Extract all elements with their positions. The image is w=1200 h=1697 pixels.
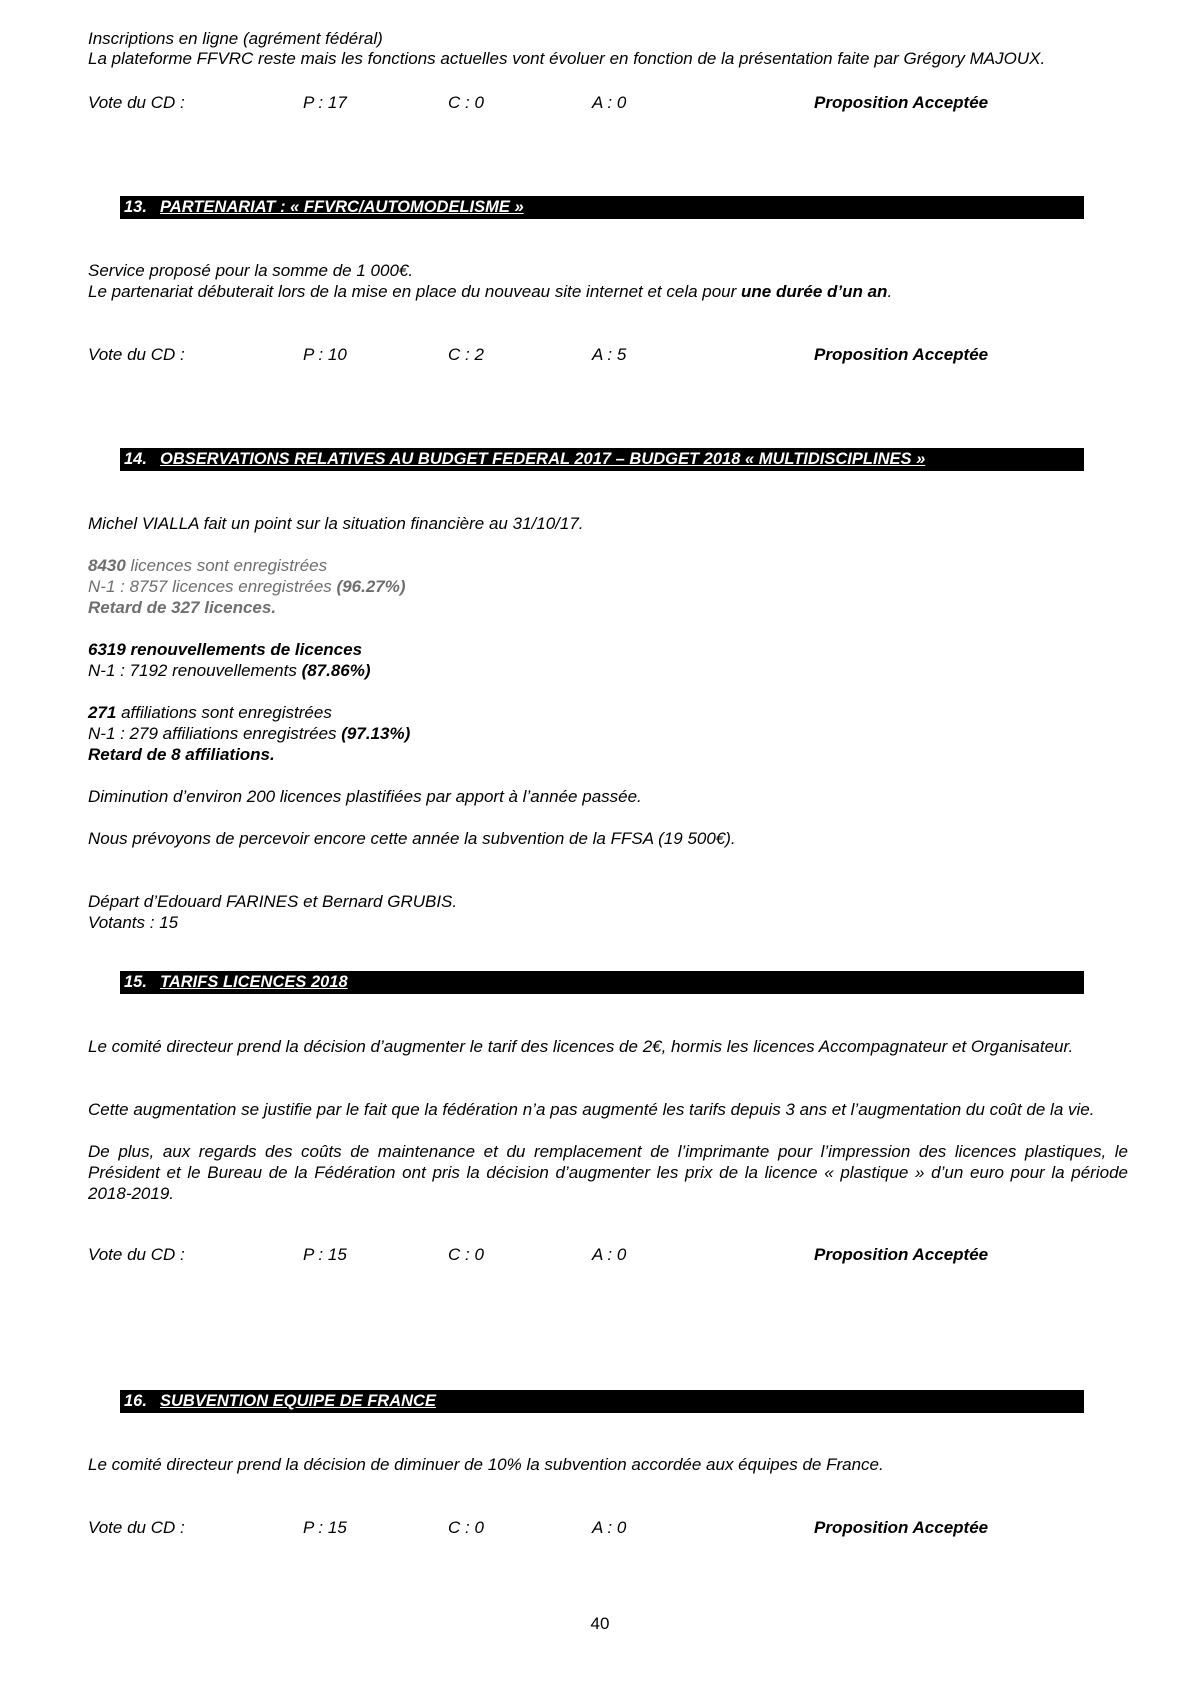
vote-result: Proposition Acceptée (814, 1518, 989, 1537)
s13-line-2-text: Le partenariat débuterait lors de la mise en place du nouveau site internet et cela pour (88, 282, 742, 301)
section-title: TARIFS LICENCES 2018 (160, 973, 348, 991)
vote-row (88, 1518, 1108, 1540)
vote-contre: C : 0 (448, 1245, 484, 1264)
vote-result: Proposition Acceptée (814, 1245, 989, 1264)
section-number: 14. (124, 450, 147, 468)
vote-row (88, 1245, 1108, 1267)
departure-note: Départ d’Edouard FARINES et Bernard GRUBIS. (88, 892, 458, 911)
section-title: OBSERVATIONS RELATIVES AU BUDGET FEDERAL 2017 – BUDGET 2018 « MULTIDISCIPLINES » (160, 450, 926, 468)
affiliations-text: affiliations sont enregistrées (116, 703, 332, 722)
vote-abstention: A : 0 (592, 1518, 627, 1537)
vote-abstention: A : 5 (592, 345, 627, 364)
vote-row (88, 93, 1108, 115)
vote-result: Proposition Acceptée (814, 93, 989, 112)
licences-decrease: Diminution d’environ 200 licences plastifiées par apport à l’année passée. (88, 787, 642, 806)
voters-count: Votants : 15 (88, 913, 179, 932)
vote-abstention: A : 0 (592, 1245, 627, 1264)
licences-number: 8430 (88, 556, 126, 575)
licences-previous-text: N-1 : 8757 licences enregistrées (88, 577, 337, 596)
section-number: 13. (124, 198, 147, 216)
section-number: 15. (124, 973, 147, 991)
vote-pour: P : 15 (303, 1518, 347, 1537)
vote-label: Vote du CD : (88, 1245, 185, 1264)
vote-pour: P : 17 (303, 93, 347, 112)
licences-previous (88, 576, 406, 597)
vote-label: Vote du CD : (88, 1518, 185, 1537)
affiliations-delay: Retard de 8 affiliations. (88, 745, 275, 764)
vote-pour: P : 15 (303, 1245, 347, 1264)
licences-delay: Retard de 327 licences. (88, 598, 277, 617)
vote-label: Vote du CD : (88, 345, 185, 364)
affiliations-number: 271 (88, 703, 117, 722)
affiliations-previous (88, 723, 410, 744)
s16-paragraph-1: Le comité directeur prend la décision de diminuer de 10% la subvention accordée aux équipes de France. (88, 1455, 884, 1474)
s15-paragraph-3: De plus, aux regards des coûts de maintenance et du remplacement de l’imprimante pour l’impression des licences plastiques, le Président et le Bureau de la Fédération ont pris la décision d’augmenter les prix de la licence « plastique » d’un euro pour la période 2018-2019. (88, 1142, 1128, 1203)
licences-text: licences sont enregistrées (125, 556, 328, 575)
affiliations-count (88, 702, 332, 723)
intro-line-1: Inscriptions en ligne (agrément fédéral) (88, 29, 383, 48)
intro-line-2: La plateforme FFVRC reste mais les fonctions actuelles vont évoluer en fonction de la présentation faite par Grégory MAJOUX. (88, 49, 1046, 68)
renewals-count: 6319 renouvellements de licences (88, 640, 363, 659)
section-number: 16. (124, 1392, 147, 1410)
licences-count (88, 555, 327, 576)
renewals-previous-text: N-1 : 7192 renouvellements (88, 661, 302, 680)
vote-result: Proposition Acceptée (814, 345, 989, 364)
renewals-previous (88, 660, 371, 681)
section-header-14 (120, 448, 1084, 471)
s13-line-2-bold: une durée d’un an (741, 282, 888, 301)
s13-line-2-end: . (887, 282, 893, 301)
vote-label: Vote du CD : (88, 93, 185, 112)
licences-previous-pct: (96.27%) (336, 577, 406, 596)
s15-paragraph-2: Cette augmentation se justifie par le fait que la fédération n’a pas augmenté les tarifs depuis 3 ans et l’augmentation du coût de la vie. (88, 1100, 1095, 1119)
vote-contre: C : 0 (448, 93, 484, 112)
affiliations-previous-pct: (97.13%) (341, 724, 411, 743)
vote-abstention: A : 0 (592, 93, 627, 112)
vote-contre: C : 0 (448, 1518, 484, 1537)
section-header-15 (120, 971, 1084, 994)
vote-pour: P : 10 (303, 345, 347, 364)
vote-contre: C : 2 (448, 345, 484, 364)
ffsa-subsidy: Nous prévoyons de percevoir encore cette année la subvention de la FFSA (19 500€). (88, 829, 736, 848)
renewals-previous-pct: (87.86%) (301, 661, 371, 680)
s13-line-2 (88, 281, 892, 302)
affiliations-previous-text: N-1 : 279 affiliations enregistrées (88, 724, 342, 743)
section-header-16 (120, 1390, 1084, 1413)
section-header-13 (120, 196, 1084, 219)
section-title: SUBVENTION EQUIPE DE FRANCE (160, 1392, 436, 1410)
page-number: 40 (590, 1614, 610, 1633)
s13-line-1: Service proposé pour la somme de 1 000€. (88, 261, 414, 280)
vote-row (88, 345, 1108, 367)
s14-intro: Michel VIALLA fait un point sur la situation financière au 31/10/17. (88, 514, 584, 533)
section-title: PARTENARIAT : « FFVRC/AUTOMODELISME » (160, 198, 524, 216)
s15-paragraph-1: Le comité directeur prend la décision d’augmenter le tarif des licences de 2€, hormis les licences Accompagnateur et Organisateur. (88, 1037, 1074, 1056)
